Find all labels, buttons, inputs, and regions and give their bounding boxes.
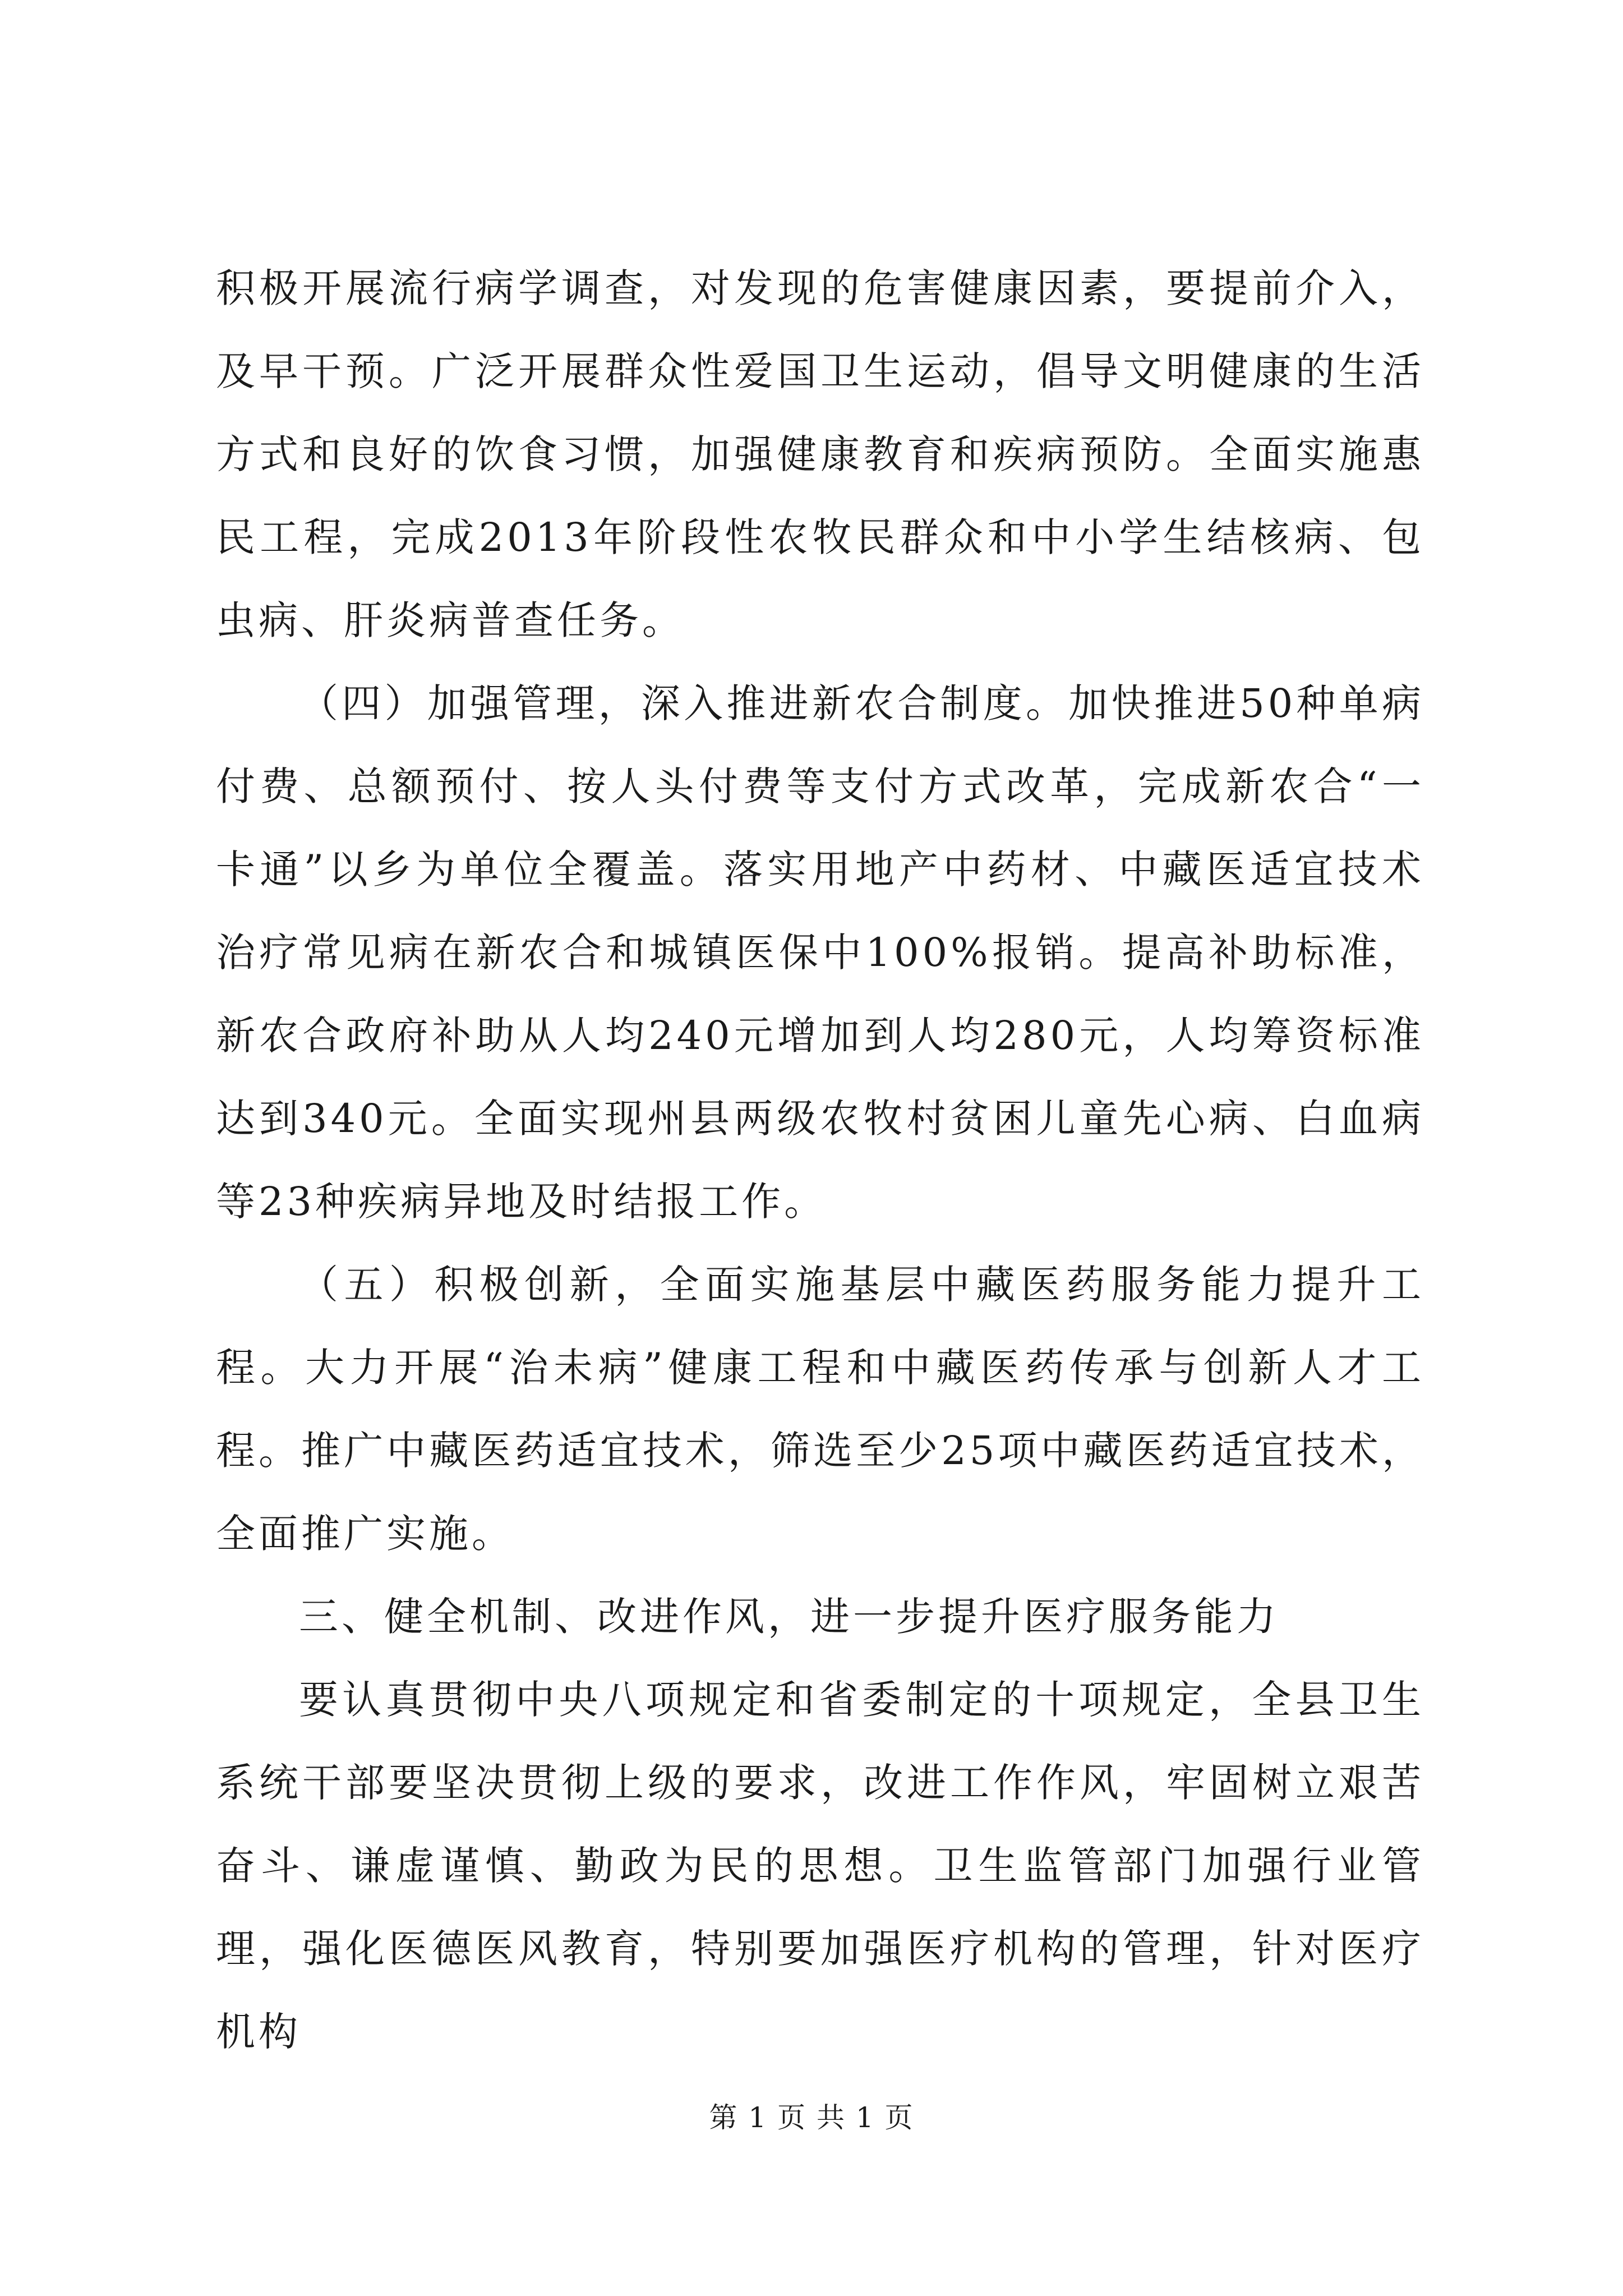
page-number-footer: 第 1 页 共 1 页	[709, 2101, 914, 2134]
paragraph-work-style: 要认真贯彻中央八项规定和省委制定的十项规定，全县卫生系统干部要坚决贯彻上级的要求，改进工作作风，牢固树立艰苦奋斗、谦虚谨慎、勤政为民的思想。卫生监管部门加强行业管理，强化医德医风教育，特别要加强医疗机构的管理，针对医疗机构	[216, 1677, 1424, 2055]
document-body	[216, 247, 1424, 2073]
paragraph-public-health: 积极开展流行病学调查，对发现的危害健康因素，要提前介入，及早干预。广泛开展群众性爱国卫生运动，倡导文明健康的生活方式和良好的饮食习惯，加强健康教育和疾病预防。全面实施惠民工程，完成2013年阶段性农牧民群众和中小学生结核病、包虫病、肝炎病普查任务。	[216, 265, 1424, 643]
section-heading-three: 三、健全机制、改进作风，进一步提升医疗服务能力	[299, 1594, 1279, 1640]
paragraph-section-four: （四）加强管理，深入推进新农合制度。加快推进50种单病付费、总额预付、按人头付费等支付方式改革，完成新农合“一卡通”以乡为单位全覆盖。落实用地产中药材、中藏医适宜技术治疗常见病在新农合和城镇医保中100%报销。提高补助标准，新农合政府补助从人均240元增加到人均280元，人均筹资标准达到340元。全面实现州县两级农牧村贫困儿童先心病、白血病等23种疾病异地及时结报工作。	[216, 680, 1424, 1225]
paragraph-section-five: （五）积极创新，全面实施基层中藏医药服务能力提升工程。大力开展“治未病”健康工程和中藏医药传承与创新人才工程。推广中藏医药适宜技术，筛选至少25项中藏医药适宜技术，全面推广实施。	[216, 1262, 1424, 1557]
